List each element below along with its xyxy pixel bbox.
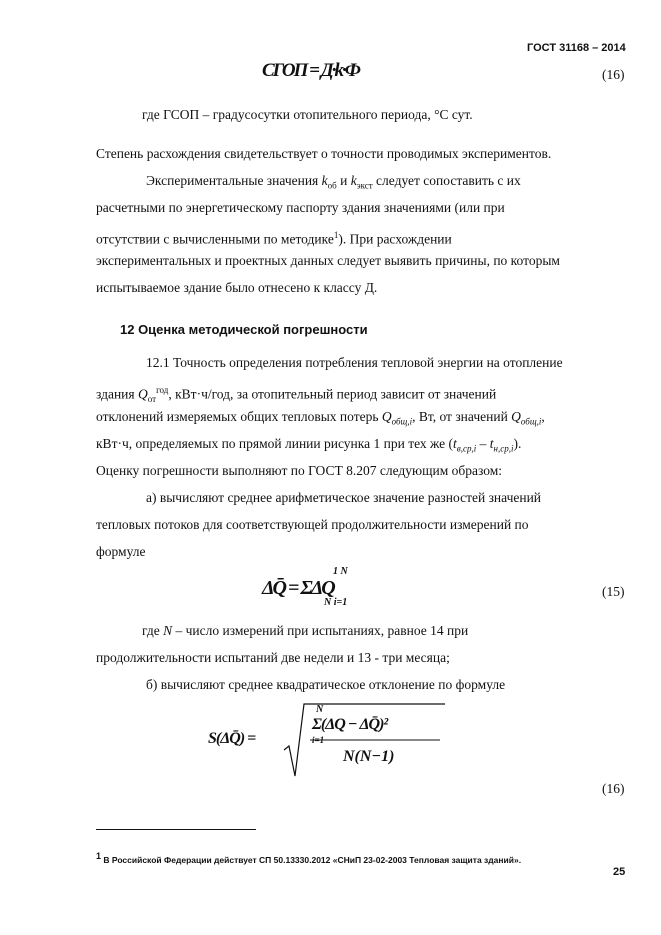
paragraph-n-line1: где N – число измерений при испытаниях, равное 14 при: [142, 623, 469, 638]
footnote-ref[interactable]: 1: [333, 230, 339, 240]
equation-16b-sum-top: N: [316, 704, 324, 715]
paragraph-exp-line2: расчетными по энергетическому паспорту здания значениями (или при: [96, 200, 505, 215]
paragraph-exp-line3: отсутствии с вычисленными по методике$^1$). При расхождении: [96, 230, 452, 247]
equation-15-number: (15): [602, 584, 625, 599]
paragraph-gsop: где ГСОП – градусосутки отопительного периода, °С сут.: [142, 107, 473, 122]
paragraph-exp-line4: экспериментальных и проектных данных следует выявить причины, по которым: [96, 253, 560, 268]
p121-line1: 12.1 Точность определения потребления тепловой энергии на отопление: [146, 355, 563, 370]
equation-16b-sum-bottom: i=1: [312, 735, 325, 745]
item-a-line1: а) вычисляют среднее арифметическое значение разностей значений: [146, 490, 542, 505]
document-header: ГОСТ 31168 – 2014: [527, 42, 626, 54]
page-number: 25: [613, 866, 626, 878]
equation-16b-denominator: N(N−1): [343, 748, 395, 765]
item-a-line3: формуле: [96, 544, 146, 559]
equation-16b-number: (16): [602, 781, 625, 796]
equation-16-number: (16): [602, 67, 625, 82]
footnote-divider: [96, 829, 256, 830]
footnote: $^1$ В Российской Федерации действует СП 50.13330.2012 «СНиП 23-02-2003 Тепловая защита зданий».: [96, 851, 522, 865]
equation-15-limits-bottom: N i=1: [324, 597, 348, 608]
item-a-line2: тепловых потоков для соответствующей продолжительности измерений по: [96, 517, 529, 532]
equation-16-formula: СГОП = Д·k·Ф: [262, 60, 359, 81]
equation-15-limits-top: 1 N: [333, 566, 348, 577]
paragraph-exp-line1: Экспериментальные значения $k_{об}$ и $k_{экст}$ следует сопоставить с их: [146, 173, 521, 191]
p121-line2: здания $Q_{от}^{год}$, кВт·ч/год, за отопительный период зависит от значений: [96, 385, 497, 405]
p121-line3: отклонений измеряемых общих тепловых потерь $Q_{общ,i}$, Вт, от значений $Q_{общ,i}$,: [96, 409, 545, 427]
p121-line5: Оценку погрешности выполняют по ГОСТ 8.207 следующим образом:: [96, 463, 503, 478]
equation-16b-numerator: Σ(ΔQ − ΔQ̄)²: [312, 716, 388, 733]
paragraph-n-line2: продолжительности испытаний две недели и 13 - три месяца;: [96, 650, 450, 665]
equation-15-formula: ΔQ̄ = ΣΔQ: [262, 577, 334, 599]
p121-line4: кВт·ч, определяемых по прямой линии рисунка 1 при тех же $(t_{в,ср,i} - t_{н,ср,i})$.: [96, 436, 522, 454]
paragraph-exp-line5: испытываемое здание было отнесено к классу Д.: [96, 280, 378, 295]
section-heading: 12 Оценка методической погрешности: [120, 322, 368, 337]
item-b-line1: б) вычисляют среднее квадратическое отклонение по формуле: [146, 677, 506, 692]
equation-16b-left: S(ΔQ̄) =: [208, 730, 256, 747]
paragraph-degree: Степень расхождения свидетельствует о точности проводимых экспериментов.: [96, 146, 552, 161]
equation-16b-radical: [280, 700, 450, 780]
